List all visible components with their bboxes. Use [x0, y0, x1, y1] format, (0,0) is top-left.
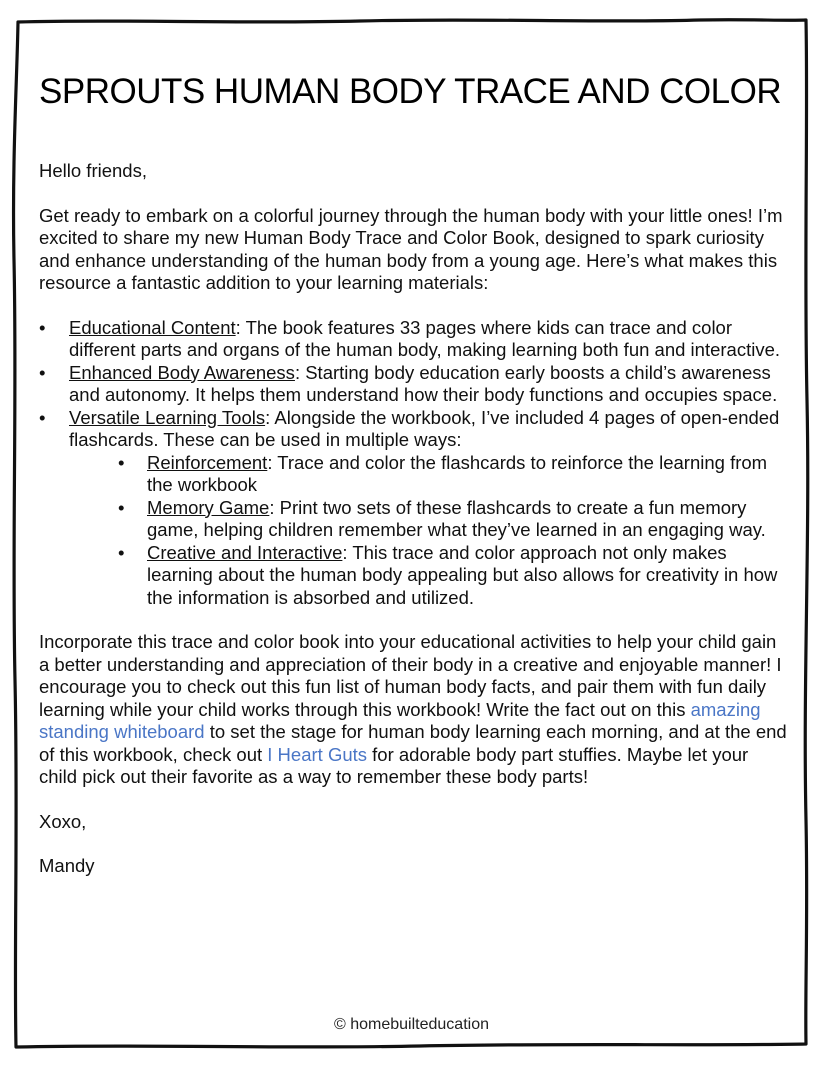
closing-paragraph [39, 631, 787, 789]
list-item [39, 362, 787, 407]
sub-list-item [118, 542, 787, 610]
sub-term: Memory Game [147, 496, 270, 518]
letter-body [39, 160, 787, 878]
whiteboard-link[interactable]: amazing standing whiteboard [39, 698, 761, 742]
sub-term: Reinforcement [147, 451, 268, 473]
page-title: SPROUTS HUMAN BODY TRACE AND COLOR [39, 72, 782, 111]
sub-term: Creative and Interactive [147, 541, 343, 563]
i-heart-guts-link[interactable]: I Heart Guts [267, 743, 368, 765]
feature-list [39, 317, 787, 610]
feature-text: : The book features 33 pages where kids can trace and color different parts and organs of the human body, making learning both fun and interactive. [69, 316, 780, 360]
closing-text-3: for adorable body part stuffies. Maybe let your child pick out their favorite as a way to remember these body parts! [39, 743, 749, 787]
intro-paragraph: Get ready to embark on a colorful journey through the human body with your little ones! I’m excited to share my new Human Body Trace and Color Book, designed to spark curiosity and enhance understanding of the human body from a young age. Here’s what makes this resource a fantastic addition to your learning materials: [39, 204, 783, 293]
signature: Mandy [39, 855, 95, 876]
sub-text: : Trace and color the flashcards to reinforce the learning from the workbook [147, 451, 768, 495]
feature-term: Versatile Learning Tools [69, 406, 266, 428]
copyright-footer: © homebuilteducation [334, 1016, 489, 1033]
document-content [39, 68, 787, 878]
sub-list-item [118, 452, 787, 497]
feature-term: Enhanced Body Awareness [69, 361, 295, 383]
closing-text-2: to set the stage for human body learning each morning, and at the end of this workbook, check out [39, 721, 787, 765]
greeting: Hello friends, [39, 160, 147, 181]
list-item [39, 407, 787, 610]
flashcard-uses-list [69, 452, 787, 610]
closing-text-1: Incorporate this trace and color book into your educational activities to help your child gain a better understanding and appreciation of their body in a creative and enjoyable manner! I encourage you to check out this fun list of human body facts, and pair them with fun daily learning while your child works through this workbook! Write the fact out on this [39, 631, 782, 720]
signoff: Xoxo, [39, 810, 87, 832]
sub-text: : This trace and color approach not only makes learning about the human body appealing but also allows for creativity in how the information is absorbed and utilized. [147, 541, 778, 608]
sub-list-item [118, 497, 787, 542]
feature-text: : Starting body education early boosts a child’s awareness and autonomy. It helps them understand how their body functions and occupies space. [69, 361, 778, 405]
list-item [39, 317, 787, 362]
feature-term: Educational Content [69, 316, 236, 338]
sub-text: : Print two sets of these flashcards to create a fun memory game, helping children remember what they’ve learned in an engaging way. [147, 496, 766, 540]
feature-text: : Alongside the workbook, I’ve included 4 pages of open-ended flashcards. These can be used in multiple ways: [69, 406, 780, 450]
